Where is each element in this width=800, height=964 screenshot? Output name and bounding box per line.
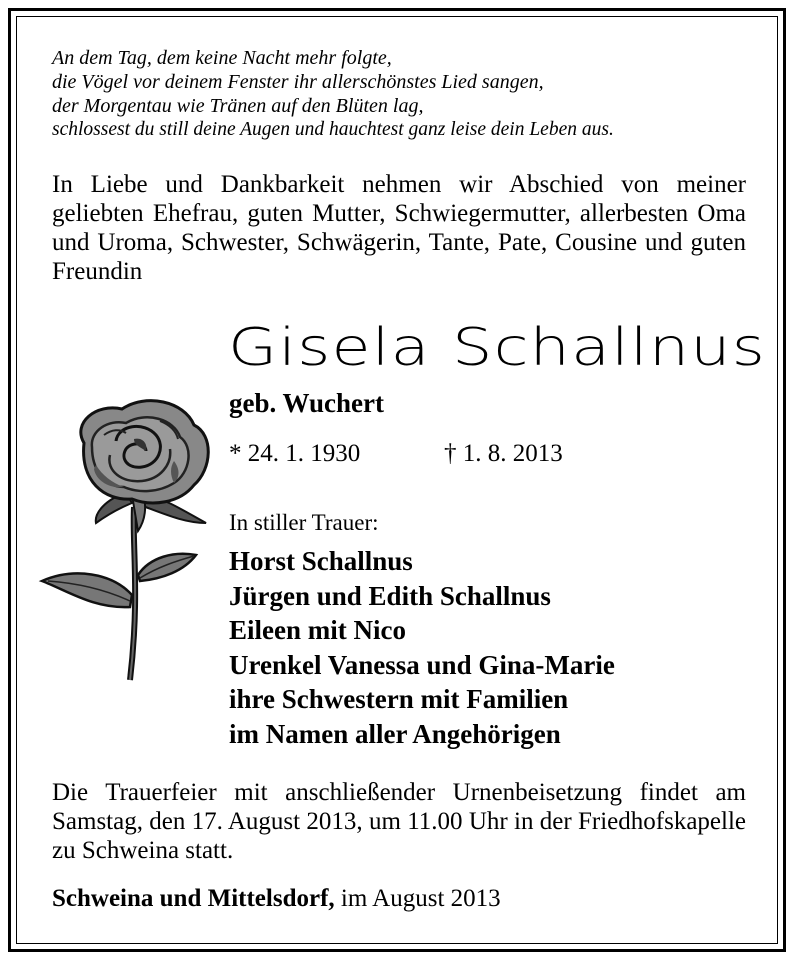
poem-line: An dem Tag, dem keine Nacht mehr folgte, xyxy=(52,47,392,69)
poem-line: die Vögel vor deinem Fenster ihr allerschönstes Lied sangen, xyxy=(52,71,544,93)
mourner-line: Jürgen und Edith Schallnus xyxy=(229,580,551,611)
mourner-line: Eileen mit Nico xyxy=(229,615,406,645)
rose-icon xyxy=(34,395,224,685)
closing-line xyxy=(52,885,501,913)
service-info: Die Trauerfeier mit anschließender Urnenbeisetzung findet am Samstag, den 17. August 2013, um 11.00 Uhr in der Friedhofskapelle zu Schweina statt. xyxy=(52,779,746,864)
birth-date: * 24. 1. 1930 xyxy=(229,440,361,467)
mourner-line: im Namen aller Angehörigen xyxy=(229,718,561,749)
poem xyxy=(52,46,752,142)
life-dates xyxy=(229,440,563,468)
deceased-name: Gisela Schallnus xyxy=(228,318,767,378)
mourner-line: Urenkel Vanessa und Gina-Marie xyxy=(229,649,615,680)
death-date: † 1. 8. 2013 xyxy=(444,440,563,467)
mourner-line: ihre Schwestern mit Familien xyxy=(229,684,569,714)
closing-place: Schweina und Mittelsdorf, xyxy=(52,885,335,912)
closing-date: im August 2013 xyxy=(334,885,501,912)
mourner-line: Horst Schallnus xyxy=(229,546,413,576)
poem-line: schlossest du still deine Augen und hauchtest ganz leise dein Leben aus. xyxy=(52,119,614,140)
mourners-list xyxy=(229,544,615,751)
birth-name: geb. Wuchert xyxy=(229,388,384,418)
intro-text: In Liebe und Dankbarkeit nehmen wir Abschied von meiner geliebten Ehefrau, guten Mutter, Schwiegermutter, allerbesten Oma und Uroma, Schwester, Schwägerin, Tante, Pate, Cousine und guten Freundin xyxy=(52,171,746,285)
poem-line: der Morgentau wie Tränen auf den Blüten lag, xyxy=(52,95,424,117)
mourning-label: In stiller Trauer: xyxy=(229,510,379,535)
